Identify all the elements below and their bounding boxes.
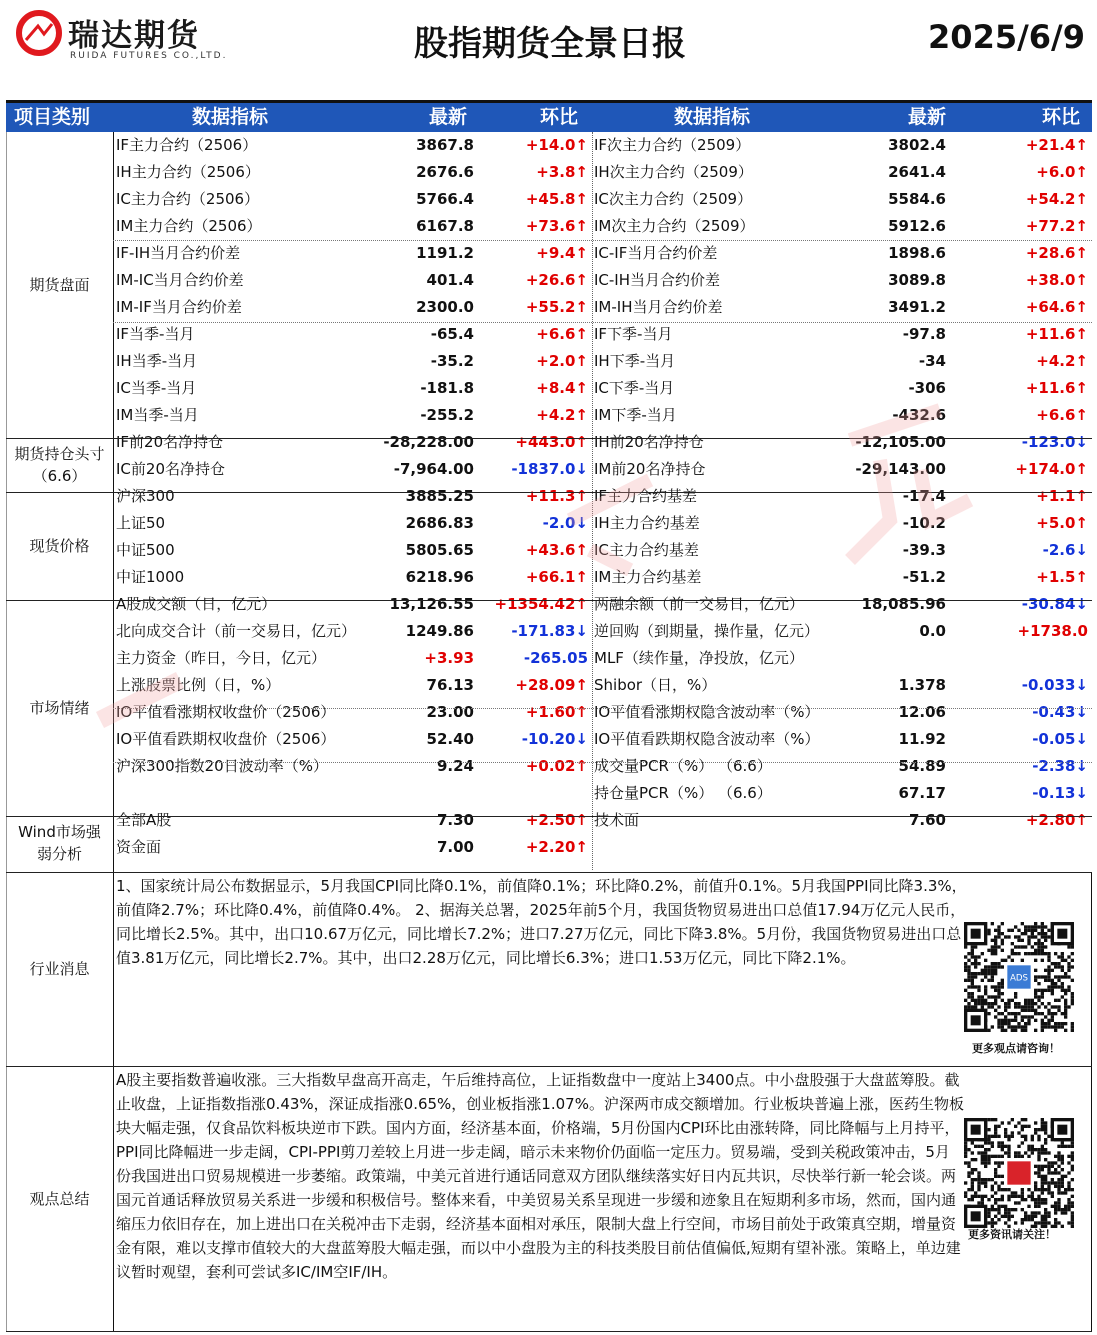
change-value xyxy=(476,780,588,807)
indicator-label: IO平值看跌期权收盘价（2506） xyxy=(116,730,336,748)
table-row xyxy=(6,321,1092,348)
indicator-label: IO平值看涨期权隐含波动率（%） xyxy=(594,703,820,721)
indicator-label: IM前20名净持仓 xyxy=(594,460,706,478)
qr-caption-view: 更多资讯请关注！ xyxy=(968,1228,1056,1241)
table-row xyxy=(6,726,1092,753)
table-row xyxy=(6,402,1092,429)
change-value: +2.0↑ xyxy=(536,352,588,370)
category-spot-prices: 现货价格 xyxy=(29,537,90,555)
table-row xyxy=(6,375,1092,402)
table-row xyxy=(6,672,1092,699)
change-value: +1.1↑ xyxy=(1036,487,1088,505)
latest-value: -65.4 xyxy=(430,325,474,343)
latest-value: 5805.65 xyxy=(405,541,474,559)
indicator-label: IH前20名净持仓 xyxy=(594,433,704,451)
indicator-label: IM主力合约（2506） xyxy=(116,217,262,235)
qr-badge-label: ADS xyxy=(1009,973,1029,984)
table-left-border xyxy=(6,132,7,1332)
report-date: 2025/6/9 xyxy=(928,18,1085,56)
indicator-label: 上证50 xyxy=(116,514,166,532)
table-row xyxy=(6,159,1092,186)
logo-chinese-name: 瑞达期货 xyxy=(68,18,200,54)
latest-value: 3491.2 xyxy=(888,298,946,316)
header-latest-right: 最新 xyxy=(908,106,947,128)
latest-value: 2676.6 xyxy=(416,163,474,181)
latest-value: 23.00 xyxy=(426,703,474,721)
change-value: +77.2↑ xyxy=(1025,217,1088,235)
table-row xyxy=(6,510,1092,537)
indicator-label: 沪深300 xyxy=(116,487,175,505)
change-value: +1.5↑ xyxy=(1036,568,1088,586)
indicator-label: 中证1000 xyxy=(116,568,185,586)
indicator-label: IH次主力合约（2509） xyxy=(594,163,753,181)
indicator-label: Shibor（日，%） xyxy=(594,676,717,694)
section-line xyxy=(6,1066,1092,1067)
latest-value: -97.8 xyxy=(902,325,946,343)
latest-value: 6167.8 xyxy=(416,217,474,235)
change-value: -10.20↓ xyxy=(521,730,588,748)
table-row xyxy=(6,483,1092,510)
change-value: +26.6↑ xyxy=(525,271,588,289)
change-value: +64.6↑ xyxy=(1025,298,1088,316)
section-line xyxy=(6,492,1092,493)
indicator-label: IF-IH当月合约价差 xyxy=(116,244,241,262)
indicator-label: IO平值看涨期权收盘价（2506） xyxy=(116,703,336,721)
latest-value xyxy=(776,834,946,861)
table-row xyxy=(6,240,1092,267)
header-change-right: 环比 xyxy=(1042,106,1081,128)
table-row xyxy=(6,780,1092,807)
table-row xyxy=(6,645,1092,672)
group-line xyxy=(113,322,1092,323)
table-row xyxy=(6,807,1092,834)
qr-caption-news: 更多观点请咨询！ xyxy=(972,1042,1060,1055)
latest-value: 76.13 xyxy=(426,676,474,694)
change-value: +0.02↑ xyxy=(525,757,588,775)
change-value: +2.50↑ xyxy=(525,811,588,829)
latest-value: 54.89 xyxy=(898,757,946,775)
latest-value: -29,143.00 xyxy=(855,460,946,478)
latest-value: 5766.4 xyxy=(416,190,474,208)
latest-value: 5912.6 xyxy=(888,217,946,235)
indicator-label: IF当季-当月 xyxy=(116,325,195,343)
latest-value: 1.378 xyxy=(898,676,946,694)
indicator-label: 逆回购（到期量，操作量，亿元） xyxy=(594,622,820,640)
industry-news-text: 1、国家统计局公布数据显示，5月我国CPI同比降0.1%，前值降0.1%；环比降0.2%，前值升0.1%。5月我国PPI同比降3.3%，前值降2.7%；环比降0.4%，前值降0.4%。 2、据海关总署，2025年前5个月，我国货物贸易进出口总值17.94万亿元人民币，同比增长2.5%。其中，出口10.67万亿元，同比增长7.2%；进口7.27万亿元，同比下降3.8%。5月份，我国货物贸易进出口总值3.81万亿元，同比增长2.7%。其中，出口2.28万亿元，同比增长6.3%；进口1.53万亿元，同比下降2.1%。 xyxy=(116,877,967,967)
change-value: +45.8↑ xyxy=(525,190,588,208)
latest-value: -12,105.00 xyxy=(855,433,946,451)
change-value: -0.13↓ xyxy=(1032,784,1088,802)
qr-code-icon xyxy=(964,1118,1074,1228)
header-latest-left: 最新 xyxy=(429,106,468,128)
change-value: +5.0↑ xyxy=(1036,514,1088,532)
latest-value xyxy=(776,645,946,672)
indicator-label: IM-IH当月合约价差 xyxy=(594,298,723,316)
indicator-label: IO平值看跌期权隐含波动率（%） xyxy=(594,730,820,748)
header-indicator-left: 数据指标 xyxy=(192,106,269,128)
column-divider xyxy=(592,132,593,870)
group-line xyxy=(113,240,1092,241)
indicator-label: 技术面 xyxy=(594,811,640,829)
latest-value: -39.3 xyxy=(902,541,946,559)
change-value: +2.20↑ xyxy=(525,838,588,856)
indicator-label: 持仓量PCR（%） （6.6） xyxy=(594,784,772,802)
header-change-left: 环比 xyxy=(540,106,579,128)
latest-value: -306 xyxy=(908,379,946,397)
latest-value: -34 xyxy=(918,352,946,370)
logo-english-name: RUIDA FUTURES CO.,LTD. xyxy=(70,51,228,61)
change-value: +9.4↑ xyxy=(536,244,588,262)
latest-value: -181.8 xyxy=(420,379,474,397)
change-value: +11.6↑ xyxy=(1025,379,1088,397)
latest-value: 3089.8 xyxy=(888,271,946,289)
table-row xyxy=(6,429,1092,456)
latest-value: -17.4 xyxy=(902,487,946,505)
table-row xyxy=(6,213,1092,240)
latest-value: 1191.2 xyxy=(416,244,474,262)
change-value: +1354.42↑ xyxy=(494,595,588,613)
change-value: -2.0↓ xyxy=(542,514,588,532)
table-row xyxy=(6,132,1092,159)
change-value: +28.6↑ xyxy=(1025,244,1088,262)
change-value: +73.6↑ xyxy=(525,217,588,235)
indicator-label: IF前20名净持仓 xyxy=(116,433,224,451)
view-summary-text: A股主要指数普遍收涨。三大指数早盘高开高走，午后维持高位，上证指数盘中一度站上3400点。中小盘股强于大盘蓝筹股。截止收盘，上证指数指涨0.43%，深证成指涨0.65%，创业板指涨1.07%。沪深两市成交额增加。行业板块普遍上涨，医药生物板块大幅走强，仅食品饮料板块逆市下跌。国内方面，经济基本面，价格端，5月份国内CPI环比由涨转降，同比降幅与上月持平，PPI同比降幅进一步走阔，CPI-PPI剪刀差较上月进一步走阔，暗示未来物价仍面临一定压力。贸易端，受到关税政策冲击，5月份我国进出口贸易规模进一步萎缩。政策端，中美元首进行通话同意双方团队继续落实好日内瓦共识，尽快举行新一轮会谈。两国元首通话释放贸易关系进一步缓和积极信号。整体来看，中美贸易关系呈现进一步缓和迹象且在短期利多市场，然而，国内通缩压力依旧存在，加上进出口在关税冲击下走弱，经济基本面相对承压，限制大盘上行空间，市场目前处于政策真空期，增量资金有限，难以支撑市值较大的大盘蓝筹股大幅走强，而以中小盘股为主的科技类股目前估值偏低,短期有望补涨。策略上，单边建议暂时观望，套利可尝试多IC/IM空IF/IH。 xyxy=(116,1071,964,1281)
change-value: +14.0↑ xyxy=(525,136,588,154)
indicator-label: IF主力合约基差 xyxy=(594,487,698,505)
latest-value: +3.93 xyxy=(424,649,474,667)
table-row xyxy=(6,186,1092,213)
indicator-label: IH下季-当月 xyxy=(594,352,676,370)
indicator-label: IF次主力合约（2509） xyxy=(594,136,751,154)
change-value: +443.0↑ xyxy=(515,433,588,451)
indicator-label: IC主力合约基差 xyxy=(594,541,699,559)
change-value: +1.60↑ xyxy=(525,703,588,721)
indicator-label: IC当季-当月 xyxy=(116,379,197,397)
latest-value: 7.60 xyxy=(908,811,946,829)
change-value: +66.1↑ xyxy=(525,568,588,586)
indicator-label: 两融余额（前一交易日，亿元） xyxy=(594,595,805,613)
change-value: +21.4↑ xyxy=(1025,136,1088,154)
latest-value: 52.40 xyxy=(426,730,474,748)
change-value: +8.4↑ xyxy=(536,379,588,397)
change-value: +6.0↑ xyxy=(1036,163,1088,181)
change-value: +3.8↑ xyxy=(536,163,588,181)
indicator-label: IM主力合约基差 xyxy=(594,568,702,586)
latest-value: 9.24 xyxy=(436,757,474,775)
change-value: +43.6↑ xyxy=(525,541,588,559)
latest-value: 12.06 xyxy=(898,703,946,721)
latest-value: 6218.96 xyxy=(405,568,474,586)
latest-value: -35.2 xyxy=(430,352,474,370)
change-value: -265.05 xyxy=(523,649,588,667)
latest-value: 1249.86 xyxy=(405,622,474,640)
latest-value: -10.2 xyxy=(902,514,946,532)
indicator-label: IH主力合约（2506） xyxy=(116,163,260,181)
change-value: +4.2↑ xyxy=(536,406,588,424)
change-value: -171.83↓ xyxy=(511,622,588,640)
category-futures-market: 期货盘面 xyxy=(29,276,90,294)
change-value: +28.09↑ xyxy=(515,676,588,694)
latest-value: 11.92 xyxy=(898,730,946,748)
change-value: -1837.0↓ xyxy=(511,460,588,478)
category-divider xyxy=(113,132,114,1332)
section-line xyxy=(6,438,1092,439)
category-view-summary: 观点总结 xyxy=(29,1190,90,1208)
latest-value: 2686.83 xyxy=(405,514,474,532)
change-value: -0.05↓ xyxy=(1032,730,1088,748)
category-industry-news: 行业消息 xyxy=(29,960,90,978)
change-value: +2.80↑ xyxy=(1025,811,1088,829)
ruida-logo-icon xyxy=(16,10,62,56)
latest-value: -255.2 xyxy=(420,406,474,424)
latest-value: 3802.4 xyxy=(888,136,946,154)
indicator-label: IH主力合约基差 xyxy=(594,514,700,532)
indicator-label: 中证500 xyxy=(116,541,175,559)
table-row xyxy=(6,591,1092,618)
change-value: -0.43↓ xyxy=(1032,703,1088,721)
indicator-label: IM-IF当月合约价差 xyxy=(116,298,242,316)
header-indicator-right: 数据指标 xyxy=(674,106,751,128)
indicator-label: 上涨股票比例（日，%） xyxy=(116,676,281,694)
change-value: +6.6↑ xyxy=(536,325,588,343)
table-header-row xyxy=(6,103,1092,132)
change-value: +6.6↑ xyxy=(1036,406,1088,424)
change-value: -30.84↓ xyxy=(1021,595,1088,613)
section-line xyxy=(6,816,1092,817)
latest-value: 1898.6 xyxy=(888,244,946,262)
table-row xyxy=(6,753,1092,780)
change-value xyxy=(966,645,1088,672)
table-row xyxy=(6,294,1092,321)
qr-code-icon xyxy=(964,922,1074,1032)
indicator-label: A股成交额（日，亿元） xyxy=(116,595,277,613)
latest-value: 2641.4 xyxy=(888,163,946,181)
header-category: 项目类别 xyxy=(14,106,91,128)
section-line xyxy=(6,872,1092,873)
latest-value: 7.30 xyxy=(436,811,474,829)
latest-value: -7,964.00 xyxy=(393,460,474,478)
table-right-border xyxy=(1091,872,1092,1332)
indicator-label: IC前20名净持仓 xyxy=(116,460,225,478)
indicator-label: 资金面 xyxy=(116,838,162,856)
indicator-label: IM下季-当月 xyxy=(594,406,677,424)
latest-value: 3885.25 xyxy=(405,487,474,505)
indicator-label: 沪深300指数20日波动率（%） xyxy=(116,757,328,775)
latest-value: 13,126.55 xyxy=(389,595,474,613)
change-value: -123.0↓ xyxy=(1021,433,1088,451)
table-row xyxy=(6,564,1092,591)
table-row xyxy=(6,537,1092,564)
indicator-label: IC-IF当月合约价差 xyxy=(594,244,718,262)
table-row xyxy=(6,456,1092,483)
latest-value: -51.2 xyxy=(902,568,946,586)
indicator-label: IM当季-当月 xyxy=(116,406,199,424)
indicator-label: IH当季-当月 xyxy=(116,352,198,370)
change-value xyxy=(966,834,1088,861)
indicator-label: IC-IH当月合约价差 xyxy=(594,271,721,289)
table-row xyxy=(6,834,1092,861)
group-line xyxy=(113,708,1092,709)
table-row xyxy=(6,348,1092,375)
category-wind-strength: Wind市场强弱分析 xyxy=(18,823,101,863)
latest-value: 5584.6 xyxy=(888,190,946,208)
report-header xyxy=(0,0,1097,98)
latest-value: -28,228.00 xyxy=(383,433,474,451)
change-value: +11.6↑ xyxy=(1025,325,1088,343)
latest-value: 67.17 xyxy=(898,784,946,802)
indicator-label: IF主力合约（2506） xyxy=(116,136,258,154)
indicator-label: 全部A股 xyxy=(116,811,172,829)
indicator-label: IC次主力合约（2509） xyxy=(594,190,753,208)
indicator-label: 北向成交合计（前一交易日，亿元） xyxy=(116,622,357,640)
latest-value: 0.0 xyxy=(919,622,946,640)
indicator-label: MLF（续作量，净投放，亿元） xyxy=(594,649,804,667)
change-value: +11.3↑ xyxy=(525,487,588,505)
report-table xyxy=(6,100,1092,1332)
latest-value: 7.00 xyxy=(436,838,474,856)
indicator-label: 成交量PCR（%） （6.6） xyxy=(594,757,772,775)
latest-value: 2300.0 xyxy=(416,298,474,316)
category-market-sentiment: 市场情绪 xyxy=(29,699,90,717)
page-title: 股指期货全景日报 xyxy=(414,24,686,64)
latest-value: -432.6 xyxy=(892,406,946,424)
change-value: +1738.0 xyxy=(1017,622,1088,640)
indicator-label: 主力资金（昨日，今日，亿元） xyxy=(116,649,327,667)
latest-value xyxy=(306,780,474,807)
change-value: +54.2↑ xyxy=(1025,190,1088,208)
change-value: -2.38↓ xyxy=(1032,757,1088,775)
company-logo xyxy=(10,8,230,64)
group-line xyxy=(113,762,1092,763)
indicator-label: IF下季-当月 xyxy=(594,325,673,343)
change-value: +38.0↑ xyxy=(1025,271,1088,289)
indicator-label: IM-IC当月合约价差 xyxy=(116,271,244,289)
change-value: +174.0↑ xyxy=(1015,460,1088,478)
latest-value: 3867.8 xyxy=(416,136,474,154)
table-row xyxy=(6,699,1092,726)
indicator-label: IM次主力合约（2509） xyxy=(594,217,755,235)
change-value: +55.2↑ xyxy=(525,298,588,316)
change-value: -0.033↓ xyxy=(1021,676,1088,694)
change-value: +4.2↑ xyxy=(1036,352,1088,370)
indicator-label: IC主力合约（2506） xyxy=(116,190,260,208)
section-line xyxy=(6,600,1092,601)
table-row xyxy=(6,267,1092,294)
latest-value: 18,085.96 xyxy=(861,595,946,613)
latest-value: 401.4 xyxy=(426,271,474,289)
indicator-label: IC下季-当月 xyxy=(594,379,675,397)
change-value: -2.6↓ xyxy=(1042,541,1088,559)
category-positions: 期货持仓头寸（6.6） xyxy=(14,445,105,485)
section-line xyxy=(6,1331,1092,1332)
table-row xyxy=(6,618,1092,645)
